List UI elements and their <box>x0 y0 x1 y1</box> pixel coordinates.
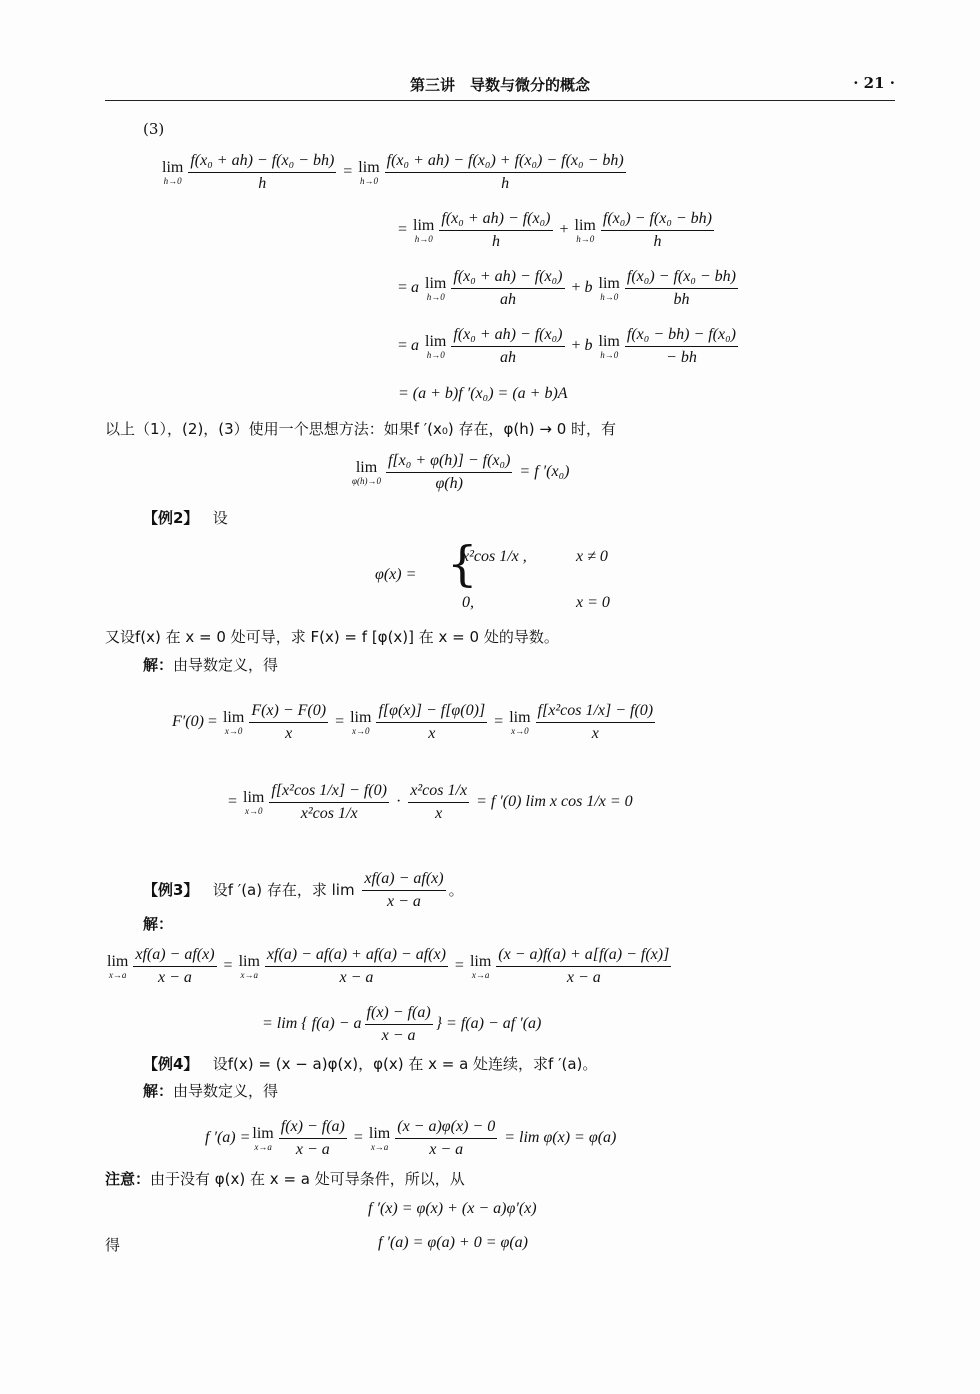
part3-line2: = lim h→0 $\frac{\text{f(x₀ + ah) − f(x₀)}}{h}$ + lim h→0 $\frac{\text{f(x₀) − f(x₀ − bh)}}{h}$ <box>398 208 717 253</box>
fraction: $\frac{f(x) - f(a)}{x - a}$ <box>366 1004 431 1044</box>
chapter-title: 第三讲 导数与微分的概念 <box>409 76 590 94</box>
fraction: $\frac{\text{x²cos 1/x}}{x}$ <box>410 782 468 822</box>
summary-text: 以上（1），(2)，(3）使用一个思想方法：如果f ′(x₀) 存在，φ(h) → 0 时，有 <box>105 420 617 438</box>
running-header <box>105 68 895 101</box>
ex4-derivation: f ′(a) = lim x→a $\frac{f(x) - f(a)}{x - a}$ = lim x→a $\frac{(x - a)\varphi(x) - 0}{x - a}$ = lim φ(x) = φ(a) <box>205 1116 616 1161</box>
part3-line5: = (a + b)f ′(x₀) = (a + b)A <box>398 385 568 402</box>
example2-heading: 【例2】 设 <box>143 509 228 527</box>
page-number: · 21 · <box>853 74 895 92</box>
left-brace: { <box>447 536 478 592</box>
example4-heading: 【例4】 设f(x) = (x − a)φ(x)，φ(x) 在 x = a 处连续，求f ′(a)。 <box>143 1055 598 1073</box>
case2-condition: x = 0 <box>576 594 610 611</box>
fraction: $\frac{\text{f(x₀) − f(x₀ − bh)}}{h}$ <box>602 210 712 250</box>
fraction: $\frac{(x - a)\varphi(x) - 0}{x - a}$ <box>397 1118 496 1158</box>
ex2-derivation-line1: F′(0) = lim x→0 $\frac{F(x) - F(0)}{x}$ = lim x→0 $\frac{f[\varphi(x)] - f[\varphi(0)]}{x}$ = lim x→0 $\frac{\text{f[x²cos 1/x] − f(0)}}{x}$ <box>172 700 658 745</box>
fraction: $\frac{\text{f[x²cos 1/x] − f(0)}}{\text{x²cos 1/x}}$ <box>271 782 387 822</box>
note-text: 注意：由于没有 φ(x) 在 x = a 处可导条件，所以，从 <box>105 1170 465 1188</box>
summary-formula: lim φ(h)→0 $\frac{\text{f[x₀ + φ(h)] − f(x₀)}}{\varphi(h)}$ = f ′(x₀) <box>350 450 569 495</box>
case1-expr: x²cos 1/x , <box>462 548 527 565</box>
part3-line3: = a lim h→0 $\frac{\text{f(x₀ + ah) − f(x₀)}}{ah}$ + b lim h→0 $\frac{\text{f(x₀) − f(x₀ − bh)}}{bh}$ <box>398 266 741 311</box>
part3-line4: = a lim h→0 $\frac{\text{f(x₀ + ah) − f(x₀)}}{ah}$ + b lim h→0 $\frac{\text{f(x₀ − bh) − f(x₀)}}{- bh}$ <box>398 324 741 369</box>
note-get: 得 <box>105 1236 121 1254</box>
case2-expr: 0, <box>462 594 474 611</box>
fraction: $\frac{\text{f(x₀ + ah) − f(x₀)}}{h}$ <box>441 210 551 250</box>
example3-heading: 【例3】 设f ′(a) 存在，求 lim $\frac{xf(a) - af(x)}{x - a}$ 。 <box>143 868 464 913</box>
lim-operator: lim h→0 <box>162 158 184 186</box>
fraction: $\frac{xf(a) - af(a) + af(a) - af(x)}{x - a}$ <box>266 946 446 986</box>
example4-solution: 解：由导数定义，得 <box>143 1082 279 1100</box>
note-equation1: f ′(x) = φ(x) + (x − a)φ′(x) <box>368 1200 537 1217</box>
example3-solution-label: 解： <box>143 915 174 933</box>
example2-solution: 解：由导数定义，得 <box>143 656 279 674</box>
fraction: $\frac{\text{f(x₀ + ah) − f(x₀)}}{ah}$ <box>453 326 563 366</box>
phi-definition: φ(x) = <box>375 566 417 583</box>
example4-label: 【例4】 <box>143 1055 199 1073</box>
fraction: $\frac{\text{f(x₀ + ah) − f(x₀) + f(x₀) − f(x₀ − bh)}}{h}$ <box>386 152 624 192</box>
ex2-derivation-line2: = lim x→0 $\frac{\text{f[x²cos 1/x] − f(0)}}{\text{x²cos 1/x}}$ · $\frac{\text{x²cos 1/x}}{x}$ = f ′(0) lim x cos 1/x = 0 <box>228 780 633 825</box>
ex3-derivation-line1: lim x→a $\frac{xf(a) - af(x)}{x - a}$ = lim x→a $\frac{xf(a) - af(a) + af(a) - af(x)}{x - a}$ = lim x→a $\frac{(x - a)f(a) + a[f(a) - f(x)]}{x - a}$ <box>105 944 674 989</box>
note-equation2: f ′(a) = φ(a) + 0 = φ(a) <box>378 1234 529 1251</box>
note-label: 注意： <box>105 1170 151 1188</box>
part3-line1: lim h→0 $\frac{\text{f(x₀ + ah) − f(x₀ − bh)}}{h}$ = lim h→0 $\frac{\text{f(x₀ + ah) − f(x₀) + f(x₀) − f(x₀ − bh)}}{h}$ <box>160 150 629 195</box>
case1-condition: x ≠ 0 <box>576 548 608 565</box>
ex3-derivation-line2: = lim { f(a) − a $\frac{f(x) - f(a)}{x - a}$ } = f(a) − af ′(a) <box>262 1002 541 1047</box>
fraction: $\frac{F(x) - F(0)}{x}$ <box>251 702 327 742</box>
lim-operator: lim h→0 <box>358 158 380 186</box>
fraction: $\frac{\text{f(x₀ − bh) − f(x₀)}}{- bh}$ <box>626 326 736 366</box>
fraction: $\frac{f[\varphi(x)] - f[\varphi(0)]}{x}$ <box>378 702 486 742</box>
example2-statement: 又设f(x) 在 x = 0 处可导，求 F(x) = f [φ(x)] 在 x = 0 处的导数。 <box>105 628 559 646</box>
part3-label: (3) <box>143 120 165 138</box>
fraction: $\frac{\text{f(x₀ + ah) − f(x₀ − bh)}}{h}$ <box>190 152 335 192</box>
fraction: $\frac{\text{f(x₀) − f(x₀ − bh)}}{bh}$ <box>626 268 736 308</box>
fraction: $\frac{\text{f[x²cos 1/x] − f(0)}}{x}$ <box>537 702 654 742</box>
fraction: $\frac{(x - a)f(a) + a[f(a) - f(x)]}{x - a}$ <box>498 946 670 986</box>
example3-label: 【例3】 <box>143 881 199 899</box>
fraction: $\frac{xf(a) - af(x)}{x - a}$ <box>364 870 444 910</box>
fraction: $\frac{xf(a) - af(x)}{x - a}$ <box>135 946 215 986</box>
fraction: $\frac{\text{f(x₀ + ah) − f(x₀)}}{ah}$ <box>453 268 563 308</box>
fraction: $\frac{\text{f[x₀ + φ(h)] − f(x₀)}}{\varphi(h)}$ <box>387 452 511 492</box>
fraction: $\frac{f(x) - f(a)}{x - a}$ <box>280 1118 345 1158</box>
example2-label: 【例2】 <box>143 509 199 527</box>
